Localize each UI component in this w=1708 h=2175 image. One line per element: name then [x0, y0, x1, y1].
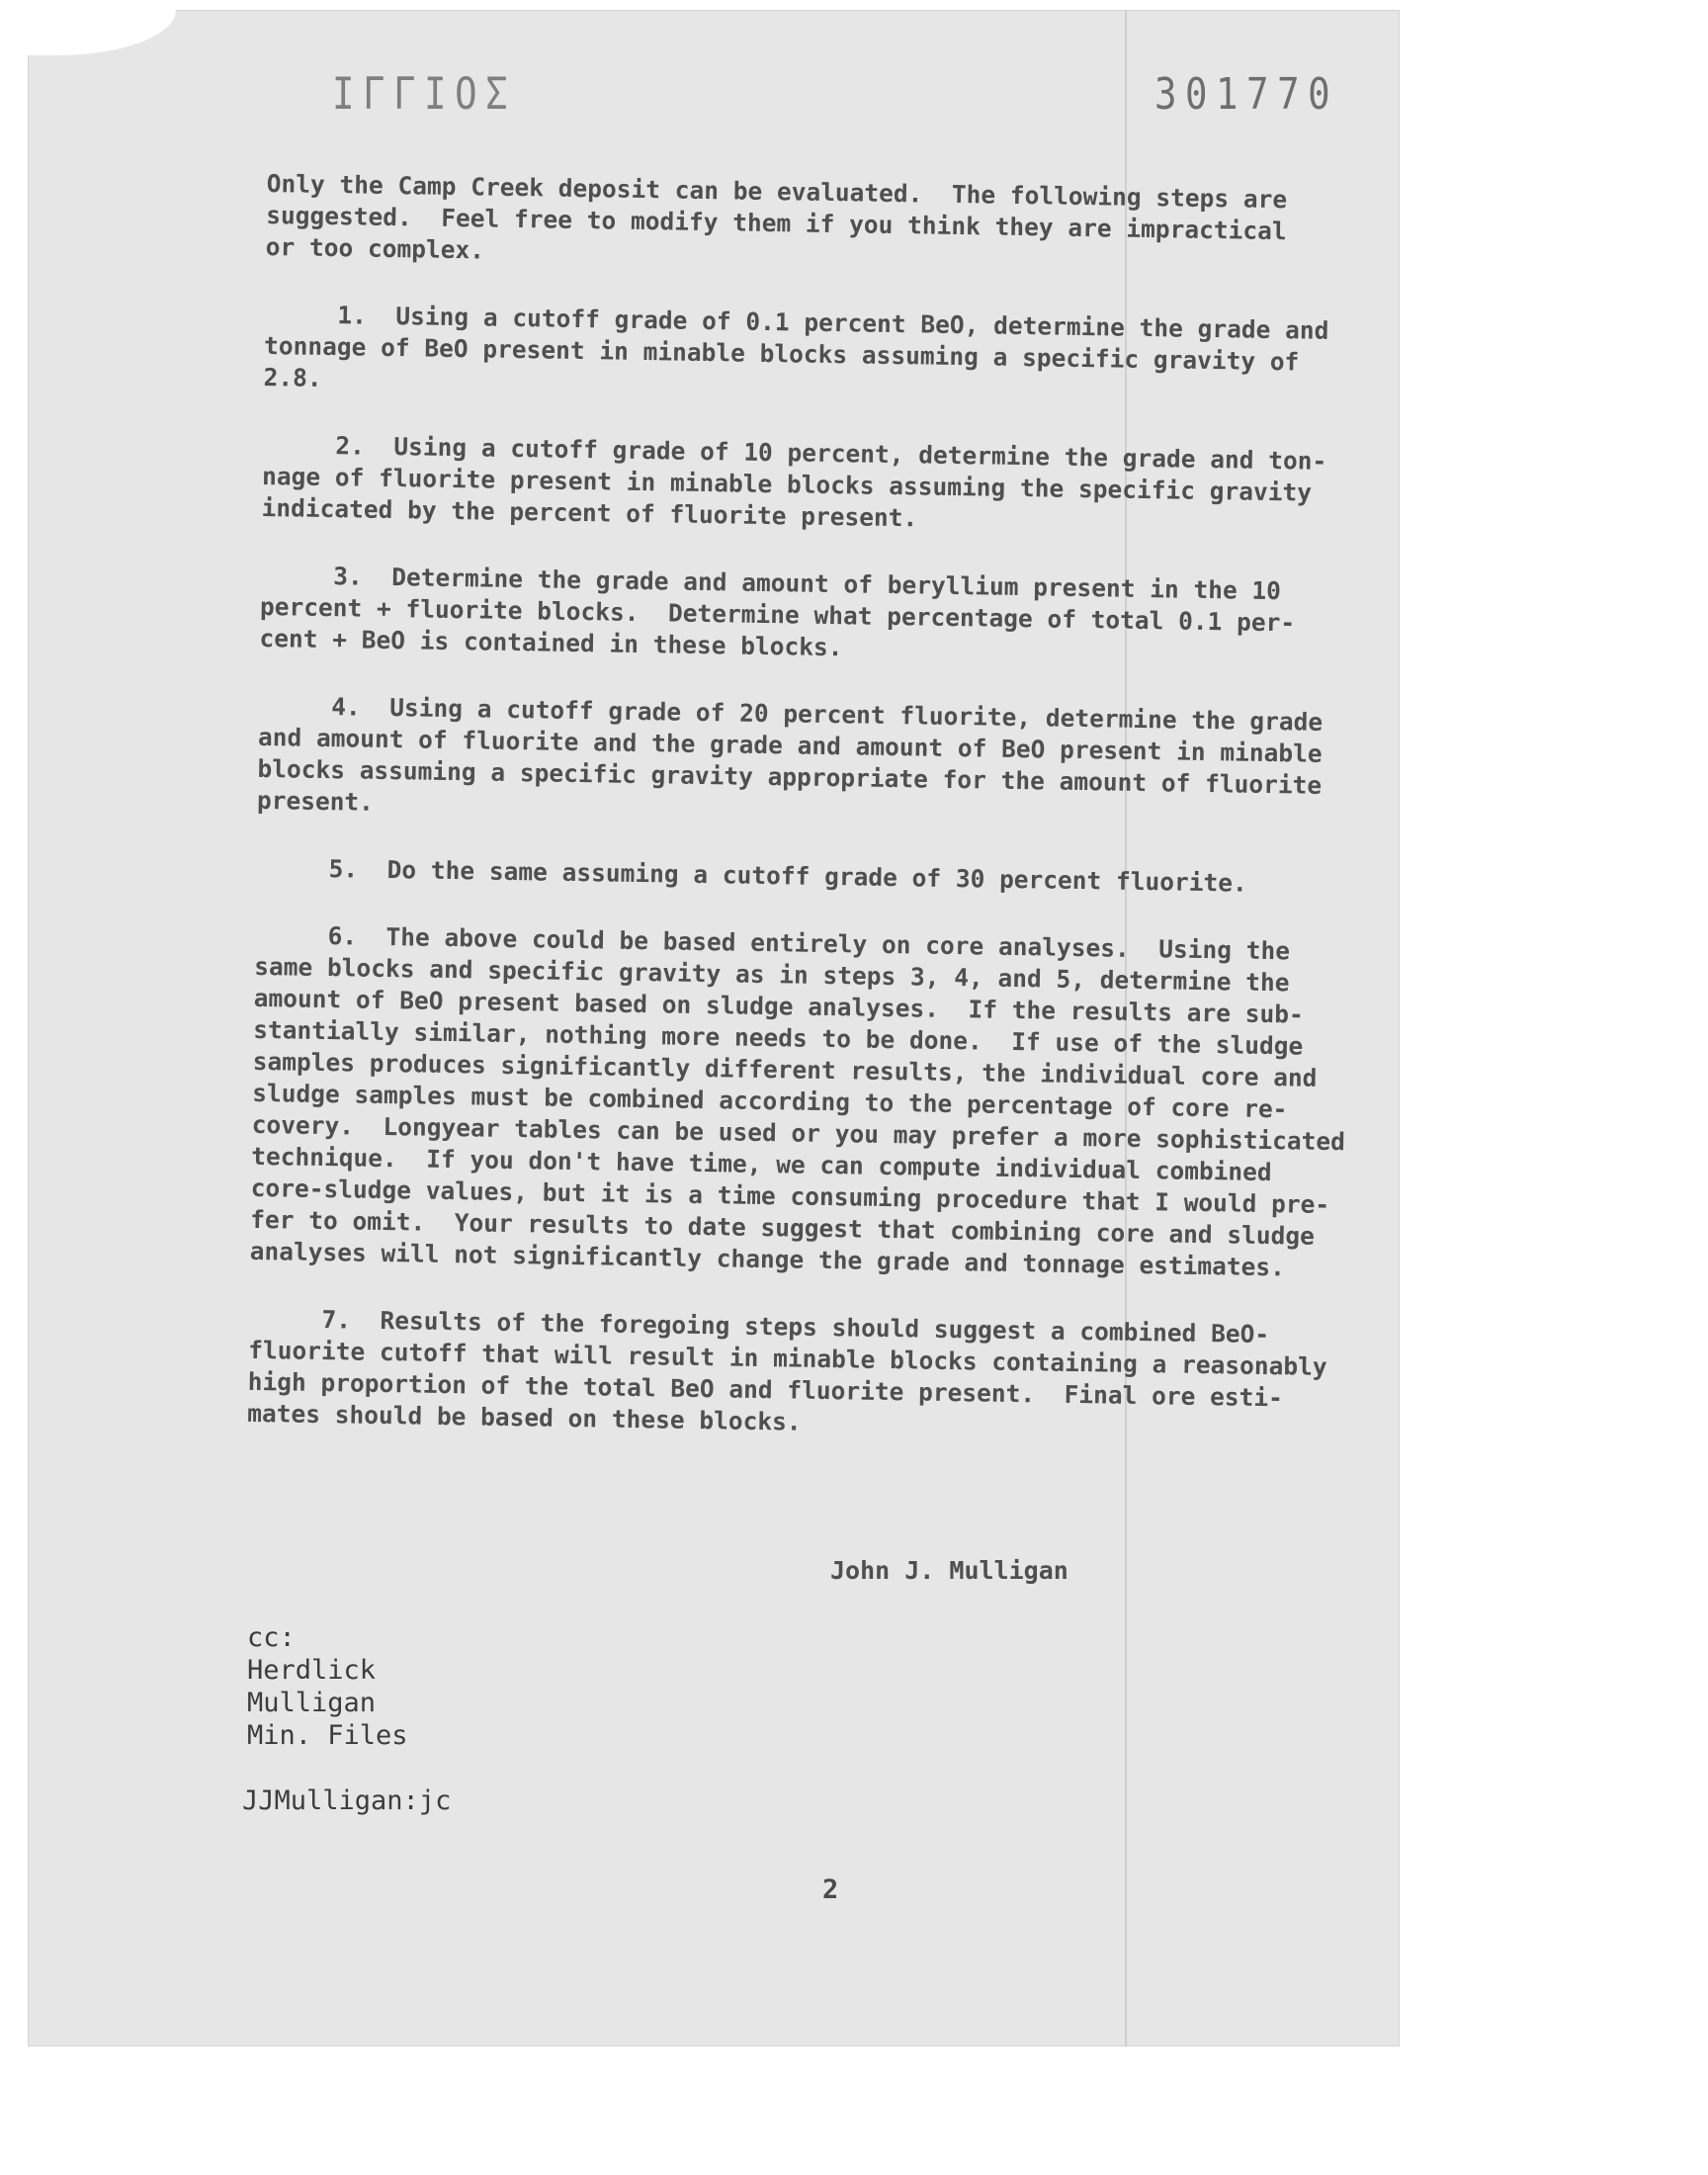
- document-number-stamp-left: ΙΓΓΙΟΣ: [332, 69, 517, 120]
- cc-recipient: Min. Files: [247, 1720, 408, 1751]
- folded-corner: [28, 10, 176, 55]
- cc-label: cc:: [247, 1622, 296, 1653]
- cc-list: [247, 1621, 408, 1752]
- step-3-paragraph: 3. Determine the grade and amount of beryllium present in the 10 percent + fluorite blocks. Determine what percentage of total 0.1 per- cent + BeO is contained in these blocks.: [259, 560, 1296, 662]
- typist-initials: JJMulligan:jc: [242, 1785, 452, 1816]
- step-6-paragraph: 6. The above could be based entirely on core analyses. Using the same blocks and specific gravity as in steps 3, 4, and 5, determine the amount of BeO present based on sludge analyses. If the results are sub- stantially similar, nothing more needs to be done. If use of the sludge samples produces significantly different results, the individual core and sludge samples must be combined according to the percentage of core re- covery. Longyear tables can be used or you may prefer a more sophisticated technique. If you don't have time, we can compute individual combined core-sludge values, but it is a time consuming procedure that I would pre- fer to omit. Your results to date suggest that combining core and sludge analyses will not significantly change the grade and tonnage estimates.: [249, 919, 1346, 1282]
- intro-paragraph: Only the Camp Creek deposit can be evaluated. The following steps are suggested. Feel free to modify them if you think they are impractical or too complex.: [265, 168, 1288, 265]
- letter-body: [246, 168, 1482, 1484]
- cc-recipient: Mulligan: [247, 1688, 377, 1718]
- document-number-stamp-right: 301770: [1154, 69, 1339, 120]
- step-7-paragraph: 7. Results of the foregoing steps should suggest a combined BeO- fluorite cutoff that will result in minable blocks containing a reasonably high proportion of the total BeO and fluorite present. Final ore esti- mates should be based on these blocks.: [246, 1303, 1327, 1436]
- page-number: 2: [822, 1874, 839, 1905]
- step-5-paragraph: 5. Do the same assuming a cutoff grade of 30 percent fluorite.: [255, 852, 1248, 898]
- cc-recipient: Herdlick: [247, 1655, 377, 1686]
- step-4-paragraph: 4. Using a cutoff grade of 20 percent fluorite, determine the grade and amount of fluorite and the grade and amount of BeO present in minable blocks assuming a specific gravity appropriate for the amount of fluorite present.: [256, 690, 1324, 817]
- step-1-paragraph: 1. Using a cutoff grade of 0.1 percent BeO, determine the grade and tonnage of BeO present in minable blocks assuming a specific gravity of 2.8.: [263, 299, 1329, 392]
- step-2-paragraph: 2. Using a cutoff grade of 10 percent, determine the grade and ton- nage of fluorite present in minable blocks assuming the specific gravity indicated by the percent of fluorite present.: [261, 429, 1327, 533]
- signature: John J. Mulligan: [830, 1556, 1068, 1585]
